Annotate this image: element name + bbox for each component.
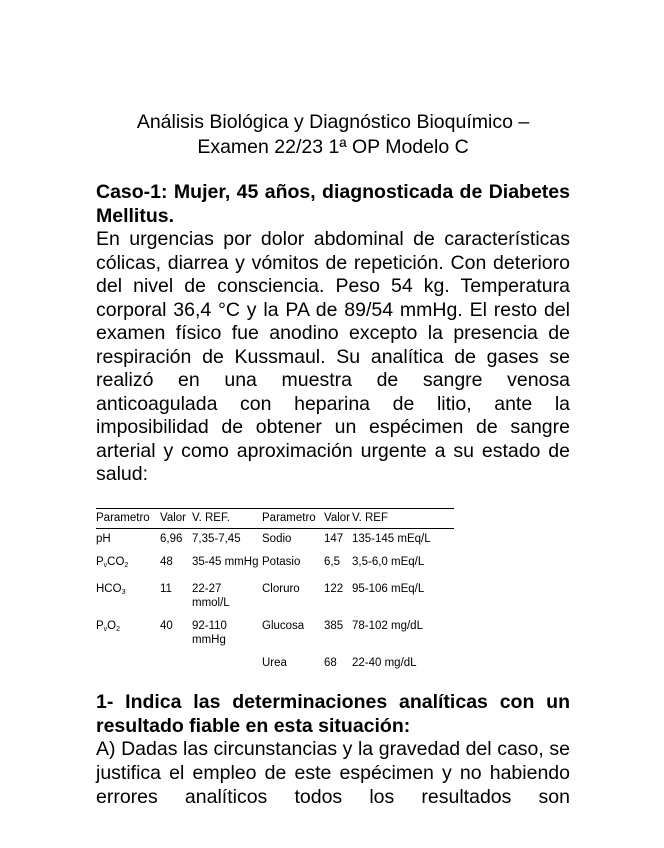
reference-cell-2: 3,5-6,0 mEq/L: [352, 556, 425, 568]
reference-cell: 92-110 mmHg: [192, 620, 227, 646]
param-cell-2: Urea: [262, 657, 287, 669]
param-cell-2: Potasio: [262, 556, 301, 568]
value-cell-2: 68: [324, 657, 337, 669]
param-subscript: 3: [121, 589, 126, 596]
value-cell: 11: [160, 583, 172, 595]
header-value: Valor: [160, 509, 192, 529]
param-subscript: v: [103, 626, 108, 633]
value-cell-2: 6,5: [324, 556, 340, 568]
param-subscript: v: [103, 562, 108, 569]
param-cell: [96, 615, 160, 652]
param-subscript-2: 2: [124, 562, 129, 569]
param-cell: [96, 551, 160, 578]
param-name: pH: [96, 533, 111, 545]
table-row: [96, 551, 454, 578]
value-cell: [160, 652, 192, 675]
table-row: [96, 529, 454, 552]
reference-cell-2: 78-102 mg/dL: [352, 620, 423, 632]
header-parameter: Parametro: [96, 509, 160, 529]
case-description: En urgencias por dolor abdominal de características cólicas, diarrea y vómitos de repetición. Con deterioro del nivel de consciencia. Peso 54 kg. Temperatura corporal 36,4 °C y la PA de 89/54 mmHg. El resto del examen físico fue anodino excepto la presencia de respiración de Kussmaul. Su analítica de gases se realizó en una muestra de sangre venosa anticoagulada con heparina de litio, ante la imposibilidad de obtener un espécimen de sangre arterial y como aproximación urgente a su estado de salud:: [96, 228, 570, 485]
param-cell-2: Cloruro: [262, 583, 300, 595]
param-cell: [96, 578, 160, 615]
lab-results-table: [96, 508, 454, 675]
value-cell-2: 122: [324, 583, 344, 595]
param-cell-2: Sodio: [262, 533, 292, 545]
header-reference: V. REF.: [192, 509, 262, 529]
param-subscript-2: 2: [116, 626, 121, 633]
table-header-row: [96, 509, 454, 529]
param-name: HCO: [96, 583, 122, 595]
reference-cell: 22-27 mmol/L: [192, 583, 230, 609]
param-name: P: [96, 620, 104, 632]
title-line-2: Examen 22/23 1ª OP Modelo C: [197, 136, 469, 158]
value-cell: 40: [160, 620, 173, 632]
case-heading: Caso-1: Mujer, 45 años, diagnosticada de Diabetes Mellitus.: [96, 181, 570, 227]
reference-cell-2: 135-145 mEq/L: [352, 533, 431, 545]
answer-option-a: A) Dadas las circunstancias y la gravedad del caso, se justifica el empleo de este espécimen y no habiendo errores analíticos todos los resultados son: [96, 738, 570, 808]
reference-cell: 7,35-7,45: [192, 533, 241, 545]
table-row: [96, 578, 454, 615]
param-name: P: [96, 556, 104, 568]
header-reference-2: V. REF: [352, 509, 454, 529]
value-cell: 6,96: [160, 533, 183, 545]
param-name-tail: CO: [107, 556, 125, 568]
reference-cell-2: 95-106 mEq/L: [352, 583, 425, 595]
reference-cell: 35-45 mmHg: [192, 556, 259, 568]
document-title: [96, 110, 570, 160]
value-cell-2: 385: [324, 620, 344, 632]
table-row: [96, 652, 454, 675]
param-name-tail: O: [107, 620, 117, 632]
header-value-2: Valor: [324, 509, 352, 529]
param-cell: [96, 652, 160, 675]
table-row: [96, 615, 454, 652]
header-parameter-2: Parametro: [262, 509, 324, 529]
reference-cell-2: 22-40 mg/dL: [352, 657, 417, 669]
value-cell: 48: [160, 556, 173, 568]
param-cell: [96, 529, 160, 552]
reference-cell: [192, 652, 262, 675]
param-cell-2: Glucosa: [262, 620, 305, 632]
title-line-1: Análisis Biológica y Diagnóstico Bioquímico –: [136, 111, 530, 133]
question-1: 1- Indica las determinaciones analíticas con un resultado fiable en esta situación:: [96, 691, 570, 737]
value-cell-2: 147: [324, 533, 344, 545]
